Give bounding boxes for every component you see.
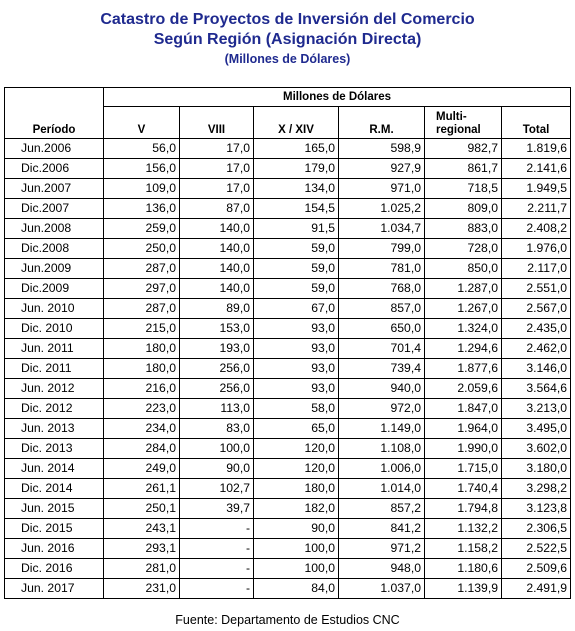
title-block xyxy=(0,10,575,68)
value-cell: 284,0 xyxy=(104,439,180,459)
value-cell: 781,0 xyxy=(339,259,425,279)
value-cell: 215,0 xyxy=(104,319,180,339)
value-cell: 857,0 xyxy=(339,299,425,319)
header-row-group xyxy=(5,88,571,107)
value-cell: 140,0 xyxy=(180,259,254,279)
column-header-x-xiv: X / XIV xyxy=(254,107,339,139)
value-cell: 948,0 xyxy=(339,559,425,579)
value-cell: 1.267,0 xyxy=(425,299,502,319)
value-cell: 972,0 xyxy=(339,399,425,419)
column-header-v: V xyxy=(104,107,180,139)
column-header-viii: VIII xyxy=(180,107,254,139)
value-cell: 90,0 xyxy=(180,459,254,479)
table-row xyxy=(5,419,571,439)
value-cell: 261,1 xyxy=(104,479,180,499)
value-cell: 2.408,2 xyxy=(502,219,571,239)
investment-table xyxy=(4,87,571,599)
value-cell: 2.306,5 xyxy=(502,519,571,539)
period-cell: Dic.2009 xyxy=(5,279,104,299)
value-cell: 65,0 xyxy=(254,419,339,439)
value-cell: 1.964,0 xyxy=(425,419,502,439)
value-cell: 17,0 xyxy=(180,159,254,179)
value-cell: 259,0 xyxy=(104,219,180,239)
value-cell: 58,0 xyxy=(254,399,339,419)
value-cell: - xyxy=(180,579,254,599)
value-cell: 140,0 xyxy=(180,239,254,259)
table-row xyxy=(5,299,571,319)
value-cell: 2.551,0 xyxy=(502,279,571,299)
value-cell: 1.025,2 xyxy=(339,199,425,219)
value-cell: 165,0 xyxy=(254,139,339,159)
value-cell: 180,0 xyxy=(104,359,180,379)
column-header-total: Total xyxy=(502,107,571,139)
value-cell: 100,0 xyxy=(180,439,254,459)
value-cell: 153,0 xyxy=(180,319,254,339)
value-cell: 718,5 xyxy=(425,179,502,199)
table-row xyxy=(5,359,571,379)
value-cell: 701,4 xyxy=(339,339,425,359)
value-cell: 1.006,0 xyxy=(339,459,425,479)
period-cell: Jun.2009 xyxy=(5,259,104,279)
table-row xyxy=(5,159,571,179)
value-cell: 1.877,6 xyxy=(425,359,502,379)
value-cell: - xyxy=(180,519,254,539)
value-cell: 109,0 xyxy=(104,179,180,199)
column-header-period xyxy=(5,88,104,139)
value-cell: 179,0 xyxy=(254,159,339,179)
value-cell: 940,0 xyxy=(339,379,425,399)
value-cell: 739,4 xyxy=(339,359,425,379)
column-header-multiregional xyxy=(425,107,502,139)
value-cell: - xyxy=(180,539,254,559)
value-cell: 84,0 xyxy=(254,579,339,599)
period-cell: Jun. 2011 xyxy=(5,339,104,359)
value-cell: 1.034,7 xyxy=(339,219,425,239)
value-cell: 3.123,8 xyxy=(502,499,571,519)
value-cell: 2.522,5 xyxy=(502,539,571,559)
table-row xyxy=(5,499,571,519)
period-cell: Jun. 2012 xyxy=(5,379,104,399)
value-cell: 1.014,0 xyxy=(339,479,425,499)
value-cell: 728,0 xyxy=(425,239,502,259)
value-cell: 250,1 xyxy=(104,499,180,519)
value-cell: 93,0 xyxy=(254,359,339,379)
value-cell: 1.976,0 xyxy=(502,239,571,259)
value-cell: 1.324,0 xyxy=(425,319,502,339)
period-cell: Dic. 2013 xyxy=(5,439,104,459)
period-cell: Dic. 2011 xyxy=(5,359,104,379)
value-cell: 297,0 xyxy=(104,279,180,299)
value-cell: 1.715,0 xyxy=(425,459,502,479)
value-cell: 17,0 xyxy=(180,139,254,159)
value-cell: 2.509,6 xyxy=(502,559,571,579)
value-cell: 1.037,0 xyxy=(339,579,425,599)
value-cell: 799,0 xyxy=(339,239,425,259)
table-row xyxy=(5,339,571,359)
table-row xyxy=(5,479,571,499)
period-cell: Jun. 2017 xyxy=(5,579,104,599)
table-row xyxy=(5,519,571,539)
table-row xyxy=(5,379,571,399)
value-cell: 93,0 xyxy=(254,319,339,339)
column-header-rm: R.M. xyxy=(339,107,425,139)
value-cell: 3.602,0 xyxy=(502,439,571,459)
value-cell: 93,0 xyxy=(254,379,339,399)
value-cell: 156,0 xyxy=(104,159,180,179)
value-cell: 3.213,0 xyxy=(502,399,571,419)
value-cell: 3.180,0 xyxy=(502,459,571,479)
period-cell: Jun. 2014 xyxy=(5,459,104,479)
value-cell: 1.847,0 xyxy=(425,399,502,419)
value-cell: 3.564,6 xyxy=(502,379,571,399)
period-cell: Dic. 2016 xyxy=(5,559,104,579)
value-cell: 39,7 xyxy=(180,499,254,519)
column-header-multiregional-label: Multi- regional xyxy=(436,111,481,136)
group-header: Millones de Dólares xyxy=(104,88,571,107)
value-cell: 861,7 xyxy=(425,159,502,179)
period-cell: Jun.2008 xyxy=(5,219,104,239)
value-cell: 56,0 xyxy=(104,139,180,159)
value-cell: 256,0 xyxy=(180,379,254,399)
value-cell: 1.108,0 xyxy=(339,439,425,459)
value-cell: 857,2 xyxy=(339,499,425,519)
value-cell: 2.059,6 xyxy=(425,379,502,399)
value-cell: 17,0 xyxy=(180,179,254,199)
period-cell: Dic.2006 xyxy=(5,159,104,179)
source-note: Fuente: Departamento de Estudios CNC xyxy=(175,613,400,627)
period-cell: Dic.2008 xyxy=(5,239,104,259)
value-cell: 91,5 xyxy=(254,219,339,239)
value-cell: 281,0 xyxy=(104,559,180,579)
value-cell: 2.211,7 xyxy=(502,199,571,219)
value-cell: 136,0 xyxy=(104,199,180,219)
table-row xyxy=(5,259,571,279)
value-cell: 598,9 xyxy=(339,139,425,159)
table-row xyxy=(5,459,571,479)
value-cell: 3.146,0 xyxy=(502,359,571,379)
value-cell: 1.158,2 xyxy=(425,539,502,559)
value-cell: 134,0 xyxy=(254,179,339,199)
value-cell: 1.287,0 xyxy=(425,279,502,299)
value-cell: 650,0 xyxy=(339,319,425,339)
value-cell: 120,0 xyxy=(254,459,339,479)
value-cell: 67,0 xyxy=(254,299,339,319)
value-cell: 883,0 xyxy=(425,219,502,239)
value-cell: 120,0 xyxy=(254,439,339,459)
value-cell: 140,0 xyxy=(180,279,254,299)
value-cell: 59,0 xyxy=(254,279,339,299)
value-cell: 2.567,0 xyxy=(502,299,571,319)
period-cell: Jun.2007 xyxy=(5,179,104,199)
value-cell: 293,1 xyxy=(104,539,180,559)
value-cell: 1.132,2 xyxy=(425,519,502,539)
page-title: Catastro de Proyectos de Inversión del Comercio xyxy=(100,11,475,28)
value-cell: 231,0 xyxy=(104,579,180,599)
period-cell: Dic. 2010 xyxy=(5,319,104,339)
table-row xyxy=(5,219,571,239)
value-cell: 113,0 xyxy=(180,399,254,419)
value-cell: 90,0 xyxy=(254,519,339,539)
value-cell: 1.949,5 xyxy=(502,179,571,199)
value-cell: 2.117,0 xyxy=(502,259,571,279)
value-cell: 1.294,6 xyxy=(425,339,502,359)
table-row xyxy=(5,179,571,199)
table-row xyxy=(5,239,571,259)
value-cell: 809,0 xyxy=(425,199,502,219)
period-cell: Jun. 2010 xyxy=(5,299,104,319)
value-cell: 1.139,9 xyxy=(425,579,502,599)
value-cell: 249,0 xyxy=(104,459,180,479)
table-row xyxy=(5,319,571,339)
table-row xyxy=(5,399,571,419)
value-cell: 3.495,0 xyxy=(502,419,571,439)
value-cell: 140,0 xyxy=(180,219,254,239)
value-cell: 83,0 xyxy=(180,419,254,439)
column-header-period-label: Período xyxy=(32,124,76,136)
table-row xyxy=(5,559,571,579)
value-cell: 1.149,0 xyxy=(339,419,425,439)
table-row xyxy=(5,139,571,159)
value-cell: 182,0 xyxy=(254,499,339,519)
table-body xyxy=(5,139,571,599)
value-cell: 243,1 xyxy=(104,519,180,539)
value-cell: 89,0 xyxy=(180,299,254,319)
value-cell: 1.990,0 xyxy=(425,439,502,459)
period-cell: Dic. 2012 xyxy=(5,399,104,419)
value-cell: 850,0 xyxy=(425,259,502,279)
period-cell: Dic. 2014 xyxy=(5,479,104,499)
value-cell: 1.180,6 xyxy=(425,559,502,579)
value-cell: 59,0 xyxy=(254,239,339,259)
value-cell: 180,0 xyxy=(104,339,180,359)
value-cell: 1.794,8 xyxy=(425,499,502,519)
period-cell: Dic.2007 xyxy=(5,199,104,219)
value-cell: 234,0 xyxy=(104,419,180,439)
period-cell: Dic. 2015 xyxy=(5,519,104,539)
value-cell: 2.462,0 xyxy=(502,339,571,359)
table-row xyxy=(5,199,571,219)
table-row xyxy=(5,439,571,459)
value-cell: 927,9 xyxy=(339,159,425,179)
value-cell: 193,0 xyxy=(180,339,254,359)
value-cell: 1.740,4 xyxy=(425,479,502,499)
value-cell: - xyxy=(180,559,254,579)
period-cell: Jun. 2016 xyxy=(5,539,104,559)
value-cell: 87,0 xyxy=(180,199,254,219)
value-cell: 1.819,6 xyxy=(502,139,571,159)
period-cell: Jun. 2013 xyxy=(5,419,104,439)
value-cell: 768,0 xyxy=(339,279,425,299)
page-subtitle: Según Región (Asignación Directa) xyxy=(153,31,422,48)
value-cell: 100,0 xyxy=(254,539,339,559)
value-cell: 256,0 xyxy=(180,359,254,379)
table-row xyxy=(5,279,571,299)
value-cell: 180,0 xyxy=(254,479,339,499)
value-cell: 59,0 xyxy=(254,259,339,279)
value-cell: 2.435,0 xyxy=(502,319,571,339)
value-cell: 287,0 xyxy=(104,259,180,279)
period-cell: Jun.2006 xyxy=(5,139,104,159)
value-cell: 93,0 xyxy=(254,339,339,359)
value-cell: 100,0 xyxy=(254,559,339,579)
value-cell: 971,0 xyxy=(339,179,425,199)
units-note: (Millones de Dólares) xyxy=(224,52,351,66)
value-cell: 841,2 xyxy=(339,519,425,539)
value-cell: 154,5 xyxy=(254,199,339,219)
value-cell: 250,0 xyxy=(104,239,180,259)
table-row xyxy=(5,539,571,559)
value-cell: 982,7 xyxy=(425,139,502,159)
value-cell: 2.491,9 xyxy=(502,579,571,599)
period-cell: Jun. 2015 xyxy=(5,499,104,519)
value-cell: 287,0 xyxy=(104,299,180,319)
value-cell: 102,7 xyxy=(180,479,254,499)
value-cell: 216,0 xyxy=(104,379,180,399)
value-cell: 3.298,2 xyxy=(502,479,571,499)
value-cell: 223,0 xyxy=(104,399,180,419)
table-row xyxy=(5,579,571,599)
value-cell: 971,2 xyxy=(339,539,425,559)
value-cell: 2.141,6 xyxy=(502,159,571,179)
